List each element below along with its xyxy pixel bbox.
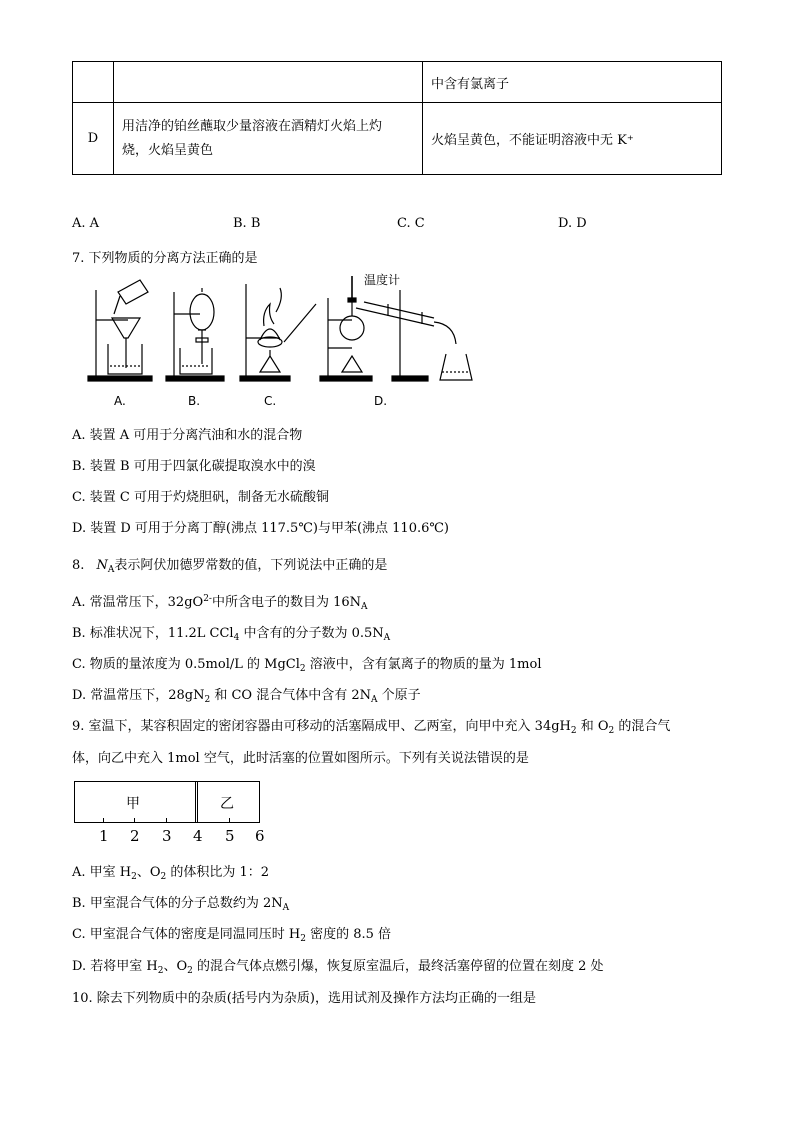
apparatus-b [166, 288, 224, 408]
scale-tick [134, 818, 135, 823]
operation-line: 烧，火焰呈黄色 [122, 142, 214, 158]
q9-option-b: B. 甲室混合气体的分子总数约为 $2N_A$ [72, 896, 290, 913]
q10-stem: 10. 除去下列物质中的杂质(括号内为杂质)，选用试剂及操作方法均正确的一组是 [72, 991, 536, 1006]
label-thermometer: 温度计 [364, 273, 401, 287]
apparatus-c [240, 284, 316, 408]
chamber-jia-label: 甲 [126, 796, 140, 812]
q9-option-a: A. 甲室 $H_2$、$O_2$ 的体积比为 1：2 [72, 865, 270, 882]
options-table [72, 61, 722, 175]
row-result: 中含有氯离子 [423, 62, 722, 103]
q6-option-c: C. C [397, 216, 425, 231]
q8-option-b: B. 标准状况下，11.2L CCl$_4$ 中含有的分子数为 $0.5N_A$ [72, 626, 391, 643]
q8-option-c: C. 物质的量浓度为 0.5mol/L 的 MgCl$_2$ 溶液中，含有氯离子的物质的量为 1mol [72, 657, 542, 674]
q7-option-a: A. 装置 A 可用于分离汽油和水的混合物 [72, 428, 303, 443]
q8-option-d: D. 常温常压下，$28gN_2$ 和 CO 混合气体中含有 $2N_A$ 个原子 [72, 688, 421, 705]
q6-option-a: A. A [72, 216, 100, 231]
q9-option-d: D. 若将甲室 $H_2$、$O_2$ 的混合气体点燃引爆，恢复原室温后，最终活塞停留的位置在刻度 2 处 [72, 959, 604, 976]
row-letter [73, 62, 114, 103]
q7-option-c: C. 装置 C 可用于灼烧胆矾，制备无水硫酸铜 [72, 490, 329, 505]
row-operation [114, 62, 423, 103]
q8-stem: 8. $N_A$表示阿伏加德罗常数的值，下列说法中正确的是 [72, 558, 388, 575]
row-letter: D [73, 103, 114, 175]
q6-option-d: D. D [558, 216, 587, 231]
q7-stem: 7. 下列物质的分离方法正确的是 [72, 251, 258, 266]
label-a: A. [114, 394, 126, 408]
scale-label: 3 [162, 827, 172, 845]
apparatus-a [88, 280, 152, 408]
q8-option-a: A. 常温常压下，$32gO^{2-}$中所含电子的数目为 $16N_A$ [72, 594, 368, 612]
scale-tick [103, 818, 104, 823]
piston [195, 781, 198, 823]
label-d: D. [374, 394, 388, 408]
scale-label: 4 [193, 827, 203, 845]
scale-label: 1 [99, 827, 109, 845]
label-b: B. [188, 394, 201, 408]
q7-apparatus-figure [84, 268, 476, 410]
row-operation [114, 103, 423, 175]
q9-stem-line2: 体，向乙中充入 1mol 空气，此时活塞的位置如图所示。下列有关说法错误的是 [72, 751, 529, 766]
table-row [73, 103, 722, 175]
scale-label: 6 [255, 827, 265, 845]
scale-tick [259, 818, 260, 823]
apparatus-d [320, 272, 472, 408]
table-row [73, 62, 722, 103]
scale-tick [197, 818, 198, 823]
scale-label: 5 [225, 827, 235, 845]
q9-stem-line1: 9. 室温下，某容积固定的密闭容器由可移动的活塞隔成甲、乙两室，向甲中充入 $34gH_2$ 和 $O_2$ 的混合气 [72, 719, 671, 736]
scale-label: 2 [130, 827, 140, 845]
row-result: 火焰呈黄色，不能证明溶液中无 K⁺ [423, 103, 722, 175]
q7-option-d: D. 装置 D 可用于分离丁醇(沸点 117.5℃)与甲苯(沸点 110.6℃) [72, 521, 449, 536]
scale-tick [166, 818, 167, 823]
chamber-yi-label: 乙 [220, 796, 234, 812]
scale-line [74, 822, 260, 823]
operation-line: 用洁净的铂丝蘸取少量溶液在酒精灯火焰上灼 [122, 118, 383, 134]
scale-tick [229, 818, 230, 823]
q6-option-b: B. B [233, 216, 261, 231]
q7-option-b: B. 装置 B 可用于四氯化碳提取溴水中的溴 [72, 459, 316, 474]
q9-option-c: C. 甲室混合气体的密度是同温同压时 $H_2$ 密度的 8.5 倍 [72, 927, 392, 944]
label-c: C. [264, 394, 277, 408]
